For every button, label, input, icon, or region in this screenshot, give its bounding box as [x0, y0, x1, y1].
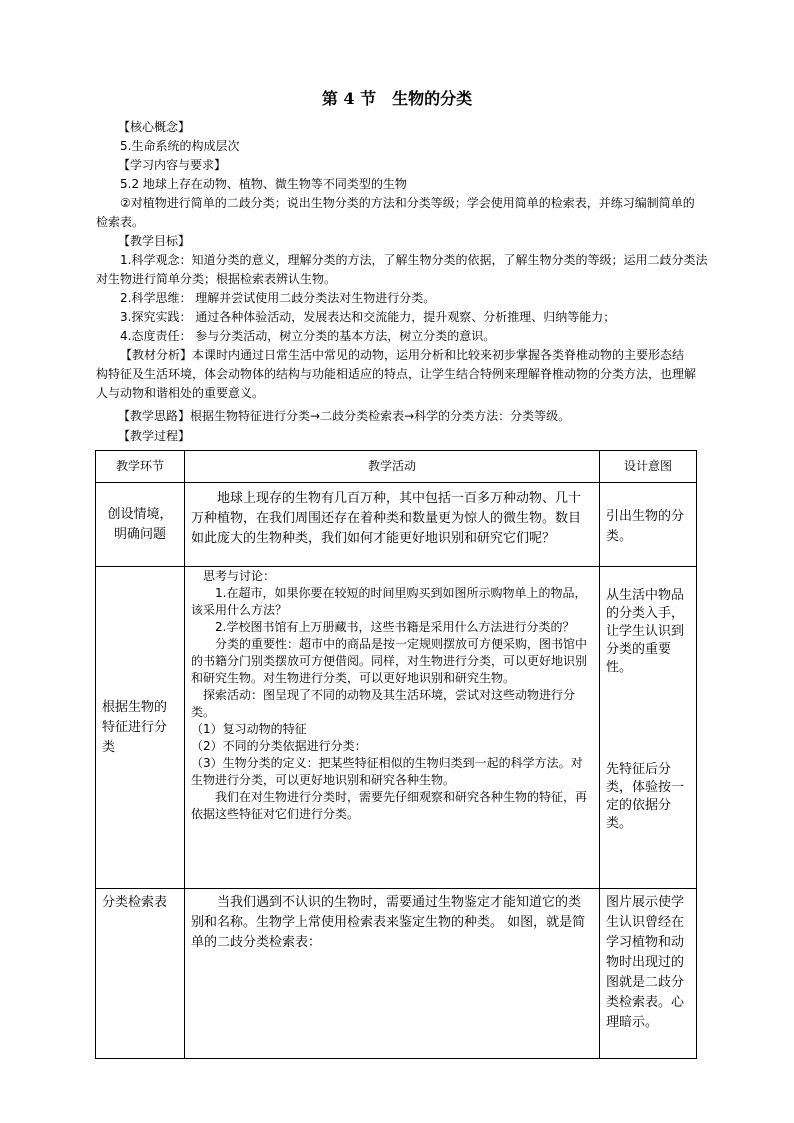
ideas-text: 根据生物特征进行分类→二歧分类检索表→科学的分类方法：分类等级。 — [190, 409, 571, 423]
row2-intent — [600, 567, 697, 889]
core-concept-heading: 【核心概念】 — [118, 120, 191, 134]
row2-think-heading: 思考与讨论： — [203, 569, 276, 583]
goal-2: 2.科学思维： 理解并尝试使用二歧分类法对生物进行分类。 — [120, 291, 436, 305]
row3-activity — [185, 889, 600, 1059]
row2-stage-text: 根据生物的特征进行分类 — [102, 699, 168, 755]
core-concept-item: 5.生命系统的构成层次 — [120, 139, 240, 153]
row1-intent-text: 引出生物的分类。 — [606, 509, 685, 544]
page-title: 第 4 节 生物的分类 — [321, 89, 473, 108]
header-intent: 设计意图 — [600, 451, 697, 483]
table-row — [96, 889, 697, 1059]
header-activity: 教学活动 — [185, 451, 600, 483]
header-stage: 教学环节 — [96, 451, 185, 483]
learning-item-2: ②对植物进行简单的二歧分类；说出生物分类的方法和分类等级；学会使用简单的检索表，并练习编制简单的检索表。 — [96, 196, 695, 229]
ideas-heading: 【教学思路】 — [118, 409, 191, 423]
teaching-process-table — [95, 450, 697, 1059]
learning-heading: 【学习内容与要求】 — [118, 158, 227, 172]
row3-intent-text: 图片展示使学生认识曾经在学习植物和动物时出现过的图就是二歧分类检索表。心理暗示。 — [606, 895, 685, 1030]
goal-3: 3.探究实践： 通过各种体验活动，发展表达和交流能力，提升观察、分析推理、归纳等能力； — [120, 310, 616, 324]
goal-1: 1.科学观念：知道分类的意义，理解分类的方法，了解生物分类的依据，了解生物分类的等级；运用二歧分类法对生物进行简单分类；根据检索表辨认生物。 — [96, 253, 708, 286]
row2-stage — [96, 567, 185, 889]
table-row — [96, 567, 697, 889]
row2-importance: 分类的重要性：超市中的商品是按一定规则摆放可方便采购，图书馆中的书籍分门别类摆放可方便借阅。同样，对生物进行分类，可以更好地识别和研究生物。对生物进行分类，可以更好地识别和研究生物。 — [191, 637, 588, 685]
row3-stage — [96, 889, 185, 1059]
row1-intent — [600, 483, 697, 567]
table-header-row — [96, 451, 697, 483]
row1-stage — [96, 483, 185, 567]
row2-step-2: （2）不同的分类依据进行分类： — [191, 739, 367, 753]
row2-explore: 探索活动：图呈现了不同的动物及其生活环境，尝试对这些动物进行分类。 — [191, 688, 576, 719]
row2-intent-1: 从生活中物品的分类入手，让学生认识到分类的重要性。 — [606, 588, 685, 675]
goals-heading: 【教学目标】 — [118, 234, 191, 248]
row2-step-1: （1）复习动物的特征 — [191, 722, 307, 736]
ideas-paragraph — [118, 407, 570, 426]
learning-item-1: 5.2 地球上存在动物、植物、微生物等不同类型的生物 — [120, 177, 407, 191]
row1-activity — [185, 483, 600, 567]
row3-activity-text: 当我们遇到不认识的生物时，需要通过生物鉴定才能知道它的类别和名称。生物学上常使用检索表来鉴定生物的种类。 如图，就是简单的二歧分类检索表： — [191, 895, 586, 950]
analysis-heading: 【教材分析】 — [120, 348, 193, 362]
process-heading: 【教学过程】 — [118, 429, 191, 443]
row3-stage-text: 分类检索表 — [102, 895, 168, 910]
analysis-text: 本课时内通过日常生活中常见的动物，运用分析和比较来初步掌握各类脊椎动物的主要形态结构特征及生活环境，体会动物体的结构与功能相适应的特点，让学生结合特例来理解脊椎动物的分类方法，也理解人与动物和谐相处的重要意义。 — [96, 348, 697, 400]
row2-intent-2: 先特征后分类，体验按一定的依据分类。 — [606, 762, 685, 831]
table-row — [96, 483, 697, 567]
row2-step-3: （3）生物分类的定义：把某些特征相似的生物归类到一起的科学方法。对生物进行分类，可以更好地识别和研究各种生物。 — [191, 756, 583, 787]
row3-intent — [600, 889, 697, 1059]
row2-question-2: 2.学校图书馆有上万册藏书，这些书籍是采用什么方法进行分类的？ — [215, 620, 575, 634]
goal-4: 4.态度责任： 参与分类活动，树立分类的基本方法，树立分类的意识。 — [120, 329, 496, 343]
row1-stage-text: 创设情境，明确问题 — [107, 506, 173, 542]
row2-activity — [185, 567, 600, 889]
row2-conclusion: 我们在对生物进行分类时，需要先仔细观察和研究各种生物的特征，再依据这些特征对它们进行分类。 — [191, 790, 588, 821]
row2-question-1: 1.在超市，如果你要在较短的时间里购买到如图所示购物单上的物品，该采用什么方法？ — [191, 586, 587, 617]
row1-activity-text: 地球上现存的生物有几百万种，其中包括一百多万种动物、几十万种植物，在我们周围还存在着种类和数量更为惊人的微生物。数目如此庞大的生物种类，我们如何才能更好地识别和研究它们呢？ — [191, 491, 582, 546]
analysis-paragraph — [96, 346, 696, 403]
